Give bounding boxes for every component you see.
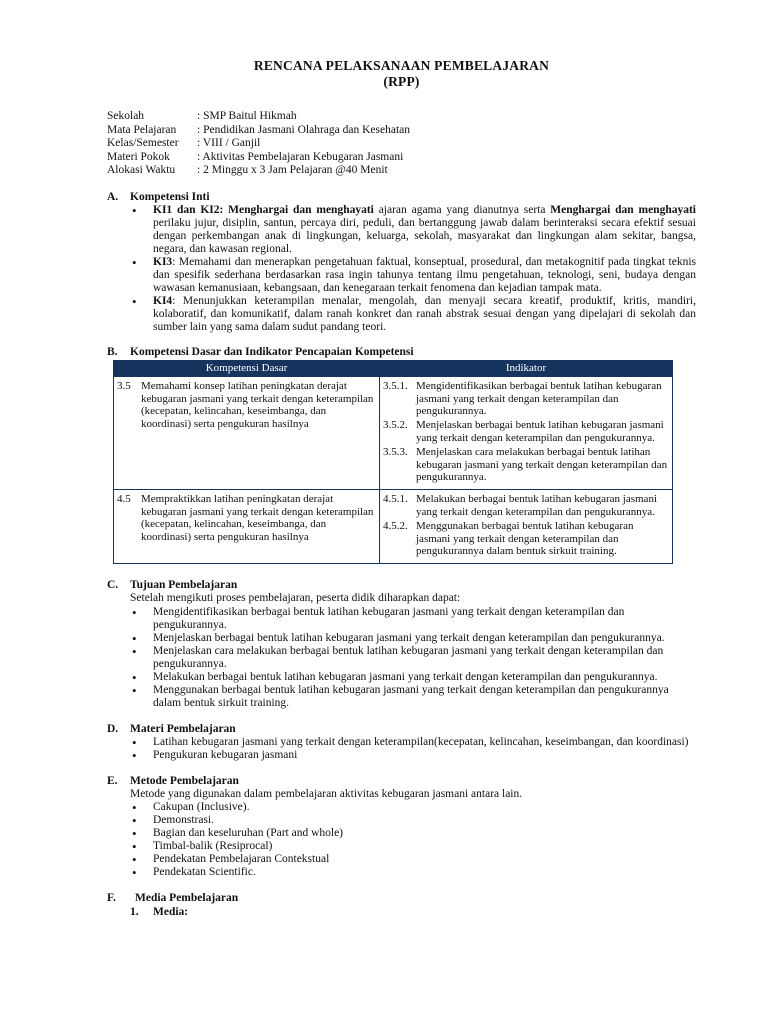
indicator-cell [380, 376, 673, 489]
indicator-number: 3.5.2. [383, 419, 408, 432]
title-line-2: (RPP) [383, 74, 420, 89]
identity-label: Alokasi Waktu [107, 164, 176, 177]
table-header-row [114, 360, 673, 376]
section-kompetensi-dasar [107, 345, 696, 564]
section-kompetensi-inti [107, 190, 696, 334]
table-row [114, 376, 673, 489]
identity-value: : VIII / Ganjil [197, 137, 261, 150]
indicator-text: Menjelaskan berbagai bentuk latihan kebugaran jasmani yang terkait dengan keterampilan dan pengukurannya. [416, 419, 664, 444]
list-item: • Mengidentifikasikan berbagai bentuk latihan kebugaran jasmani yang terkait dengan keterampilan dan pengukurannya. [130, 606, 696, 632]
section-title: Kompetensi Inti [130, 190, 210, 203]
list-item: • Latihan kebugaran jasmani yang terkait dengan keterampilan(kecepatan, kelincahan, keseimbangan, dan koordinasi) [130, 736, 696, 749]
section-letter: D. [107, 722, 119, 735]
table-header-cell: Kompetensi Dasar [114, 360, 380, 376]
indicator-item [383, 446, 668, 484]
indicator-item [383, 520, 668, 558]
kd-cell [114, 490, 380, 564]
list-item: • Timbal-balik (Resiprocal) [130, 840, 696, 853]
kd-number: 4.5 [117, 493, 131, 506]
ki-text: perilaku jujur, disiplin, santun, percaya diri, peduli, dan bertanggung jawab dalam berinteraksi secara efektif sesuai dengan perkembangan anak di lingkungan, keluarga, sekolah, masyarakat dan lingkungan alam sekitar, bangsa, negara, dan kawasan regional. [153, 216, 696, 255]
identity-row [107, 110, 696, 124]
section-title: Tujuan Pembelajaran [130, 579, 238, 592]
indicator-text: Menjelaskan cara melakukan berbagai bentuk latihan kebugaran jasmani yang terkait dengan keterampilan dan pengukurannya. [416, 445, 668, 484]
title-line-1: RENCANA PELAKSANAAN PEMBELAJARAN [253, 58, 550, 73]
identity-label: Materi Pokok [107, 150, 170, 163]
indicator-cell [380, 490, 673, 564]
section-letter: C. [107, 579, 119, 592]
section-title: Materi Pembelajaran [130, 722, 236, 735]
indicator-number: 4.5.1. [383, 493, 408, 506]
indicator-number: 3.5.1. [383, 379, 408, 392]
identity-label: Mata Pelajaran [107, 123, 177, 136]
ki-text: : Menunjukkan keterampilan menalar, mengolah, dan menyaji secara kreatif, produktif, kritis, mandiri, kolaboratif, dan komunikatif, dalam ranah konkret dan ranah abstrak sesuai dengan yang dipelajari di sekolah dan sumber lain yang sama dalam sudut pandang teori. [153, 294, 696, 333]
subsection-number: 1. [130, 906, 139, 918]
kd-text: Mempraktikkan latihan peningkatan derajat kebugaran jasmani yang terkait dengan keterampilan (kecepatan, kelincahan, keseimbanga, dan koordinasi) serta pengukuran hasilnya [141, 493, 374, 543]
identity-row [107, 137, 696, 151]
indicator-item [383, 380, 668, 418]
identity-row [107, 151, 696, 165]
section-letter: F. [107, 892, 116, 904]
section-title: Metode Pembelajaran [130, 774, 239, 787]
table-row [114, 490, 673, 564]
list-item: • Pengukuran kebugaran jasmani [130, 749, 696, 762]
kd-text: Memahami konsep latihan peningkatan derajat kebugaran jasmani yang terkait dengan keterampilan (kecepatan, kelincahan, keseimbanga, dan koordinasi) serta pengukuran hasilnya [141, 379, 374, 430]
identity-row [107, 124, 696, 138]
indicator-number: 4.5.2. [383, 519, 408, 532]
section-title: Media Pembelajaran [135, 892, 239, 904]
section-letter: E. [107, 774, 118, 787]
list-item: • Demonstrasi. [130, 814, 696, 827]
section-body [107, 736, 696, 762]
kd-number: 3.5 [117, 379, 131, 392]
list-item: • Menggunakan berbagai bentuk latihan kebugaran jasmani yang terkait dengan keterampilan dan pengukurannya dalam bentuk sirkuit training. [130, 684, 696, 710]
identity-value: : 2 Minggu x 3 Jam Pelajaran @40 Menit [197, 164, 388, 177]
list-item: • Pendekatan Scientific. [130, 866, 696, 879]
identity-label: Sekolah [107, 110, 145, 122]
identity-value: : SMP Baitul Hikmah [197, 110, 297, 122]
section-intro: Metode yang digunakan dalam pembelajaran aktivitas kebugaran jasmani antara lain. [130, 787, 523, 800]
list-item: • Melakukan berbagai bentuk latihan kebugaran jasmani yang terkait dengan keterampilan dan pengukurannya. [130, 671, 696, 684]
section-body [107, 592, 696, 709]
indicator-item [383, 419, 668, 444]
identity-row [107, 164, 696, 178]
identity-value: : Pendidikan Jasmani Olahraga dan Kesehatan [197, 123, 411, 136]
section-body [107, 788, 696, 879]
indicator-text: Melakukan berbagai bentuk latihan kebugaran jasmani yang terkait dengan keterampilan dan pengukurannya. [416, 493, 657, 518]
section-letter: B. [107, 345, 118, 358]
section-heading [107, 578, 696, 592]
ki-text: ajaran agama yang dianutnya serta [373, 203, 551, 216]
indicator-text: Mengidentifikasikan berbagai bentuk latihan kebugaran jasmani yang terkait dengan keterampilan dan pengukurannya. [416, 379, 662, 418]
ki-label: KI3 [153, 255, 173, 268]
list-item: • Bagian dan keseluruhan (Part and whole) [130, 827, 696, 840]
list-item: • Menjelaskan berbagai bentuk latihan kebugaran jasmani yang terkait dengan keterampilan dan pengukurannya. [130, 632, 696, 645]
list-item [130, 204, 696, 256]
list-item [130, 256, 696, 295]
subsection-title: Media: [153, 906, 189, 918]
ki-label: KI1 dan KI2: Menghargai dan menghayati [153, 203, 374, 216]
document-title [107, 58, 696, 90]
list-item: • Menjelaskan cara melakukan berbagai bentuk latihan kebugaran jasmani yang terkait dengan keterampilan dan pengukurannya. [130, 645, 696, 671]
indicator-item [383, 493, 668, 518]
section-materi-pembelajaran [107, 722, 696, 762]
list-item: • Pendekatan Pembelajaran Contekstual [130, 853, 696, 866]
kd-cell [114, 376, 380, 489]
table-header-cell: Indikator [380, 360, 673, 376]
section-letter: A. [107, 190, 119, 203]
section-body [107, 204, 696, 334]
section-heading [107, 190, 696, 204]
identity-value: : Aktivitas Pembelajaran Kebugaran Jasmani [197, 150, 404, 163]
list-item [130, 295, 696, 334]
identity-label: Kelas/Semester [107, 137, 179, 150]
section-metode-pembelajaran [107, 774, 696, 879]
section-heading [107, 722, 696, 736]
ki-label: KI4 [153, 294, 173, 307]
ki-text: : Memahami dan menerapkan pengetahuan faktual, konseptual, prosedural, dan metakognitif pada tingkat teknis dan spesifik sederhana berdasarkan rasa ingin tahunya tentang ilmu pengetahuan, teknologi, seni, budaya dengan wawasan kemanusiaan, kebangsaan, dan kenegaraan terkait fenomena dan kejadian tampak mata. [153, 255, 696, 294]
indicator-text: Menggunakan berbagai bentuk latihan kebugaran jasmani yang terkait dengan keterampilan dan pengukurannya dalam bentuk sirkuit training. [416, 519, 634, 558]
kd-indicator-table [113, 360, 673, 564]
identity-block [107, 110, 696, 178]
ki-label: Menghargai dan menghayati [550, 203, 696, 216]
subsection-heading [107, 905, 696, 919]
section-intro: Setelah mengikuti proses pembelajaran, peserta didik diharapkan dapat: [130, 592, 461, 605]
section-title: Kompetensi Dasar dan Indikator Pencapaian Kompetensi [130, 345, 414, 358]
section-heading [107, 774, 696, 788]
section-heading [107, 345, 696, 359]
indicator-number: 3.5.3. [383, 445, 408, 458]
section-media-pembelajaran [107, 891, 696, 919]
section-tujuan-pembelajaran [107, 578, 696, 709]
section-heading [107, 891, 696, 905]
list-item: • Cakupan (Inclusive). [130, 801, 696, 814]
